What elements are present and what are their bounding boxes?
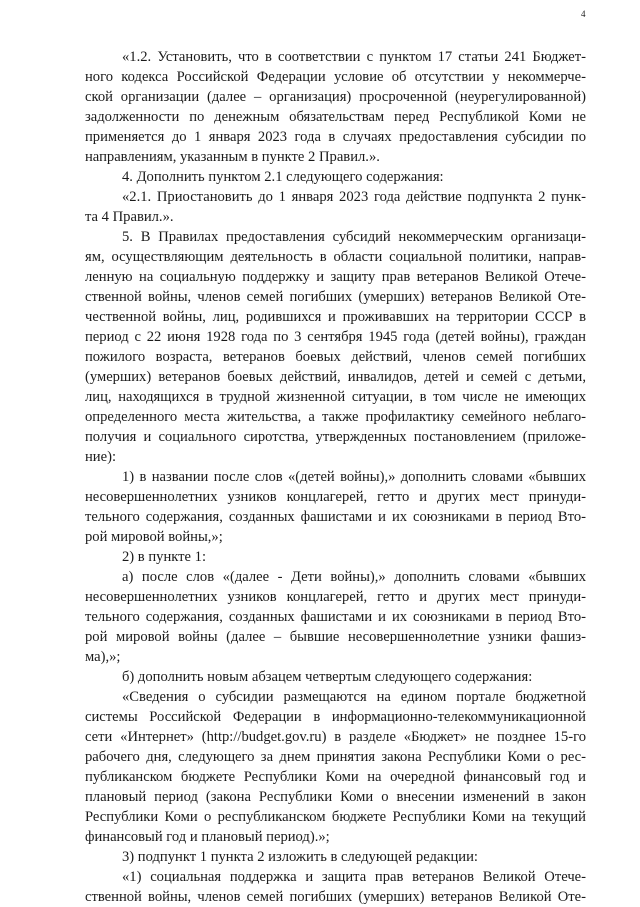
text-line: финансовый год и плановый период).»; — [85, 829, 330, 845]
text-line: 1) в названии после слов «(детей войны),» дополнить словами «бывших — [122, 469, 586, 485]
text-line: 4. Дополнить пунктом 2.1 следующего содержания: — [122, 169, 444, 185]
text-line: несовершеннолетних узников концлагерей, гетто и других мест принуди- — [85, 489, 586, 505]
text-line: несовершеннолетних узников концлагерей, гетто и других мест принуди- — [85, 589, 586, 605]
text-line: рабочего дня, следующего за днем принятия закона Республики Коми о рес- — [85, 749, 586, 765]
text-line: применяется до 1 января 2023 года в случаях предоставления субсидии по — [85, 129, 586, 145]
text-line: ние): — [85, 449, 117, 465]
text-line: плановый период (закона Республики Коми о внесении изменений в закон — [85, 789, 586, 805]
text-line: ленную на социальную поддержку и защиту прав ветеранов Великой Отече- — [85, 269, 586, 285]
text-line: получия и социального сиротства, утвержденных постановлением (приложе- — [85, 429, 586, 445]
text-line: чественной войны, лиц, родившихся и проживавших на территории СССР в — [85, 309, 586, 325]
text-line: «2.1. Приостановить до 1 января 2023 года действие подпункта 2 пунк- — [122, 189, 586, 205]
text-line: тельного содержания, созданных фашистами и их союзниками в период Вто- — [85, 609, 586, 625]
page-number: 4 — [581, 9, 586, 19]
text-line: тельного содержания, созданных фашистами и их союзниками в период Вто- — [85, 509, 586, 525]
text-line: 2) в пункте 1: — [122, 549, 207, 565]
text-line: сети «Интернет» (http://budget.gov.ru) в разделе «Бюджет» не позднее 15-го — [85, 729, 586, 745]
text-line: рой мировой войны (далее – бывшие несовершеннолетние узники фашиз- — [85, 629, 586, 645]
text-line: та 4 Правил.». — [85, 209, 174, 225]
text-line: ственной войны, членов семей погибших (умерших) ветеранов Великой Оте- — [85, 889, 586, 905]
text-line: «1) социальная поддержка и защита прав ветеранов Великой Отече- — [122, 869, 586, 885]
text-line: ственной войны, членов семей погибших (умерших) ветеранов Великой Оте- — [85, 289, 586, 305]
text-line: рой мировой войны,»; — [85, 529, 223, 545]
text-line: системы Российской Федерации в информационно-телекоммуникационной — [85, 709, 586, 725]
text-line: а) после слов «(далее - Дети войны),» дополнить словами «бывших — [122, 569, 586, 585]
text-line: «Сведения о субсидии размещаются на едином портале бюджетной — [122, 689, 586, 705]
text-line: 3) подпункт 1 пункта 2 изложить в следующей редакции: — [122, 849, 478, 865]
text-line: 5. В Правилах предоставления субсидий некоммерческим организаци- — [122, 229, 586, 245]
text-line: ской организации (далее – организация) просроченной (неурегулированной) — [85, 89, 586, 105]
text-line: ного кодекса Российской Федерации условие об отсутствии у некоммерче- — [85, 69, 586, 85]
text-line: пожилого возраста, ветеранов боевых действий, членов семей погибших — [85, 349, 586, 365]
text-line: публиканском бюджете Республики Коми на очередной финансовый год и — [85, 769, 586, 785]
text-line: период с 22 июня 1928 года по 3 сентября 1945 года (детей войны), граждан — [85, 329, 586, 345]
text-line: Республики Коми о республиканском бюджете Республики Коми на текущий — [85, 809, 586, 825]
text-line: направлениям, указанным в пункте 2 Правил.». — [85, 149, 380, 165]
text-line: лиц, находящихся в трудной жизненной ситуации, в том числе не имеющих — [85, 389, 586, 405]
text-line: (умерших) ветеранов боевых действий, инвалидов, детей и семей с детьми, — [85, 369, 586, 385]
text-line: ма),»; — [85, 649, 121, 665]
text-line: б) дополнить новым абзацем четвертым следующего содержания: — [122, 669, 533, 685]
text-line: ям, осуществляющим деятельность в области социальной политики, направ- — [85, 249, 586, 265]
text-line: «1.2. Установить, что в соответствии с пунктом 17 статьи 241 Бюджет- — [122, 49, 586, 65]
text-line: задолженности по денежным обязательствам перед Республикой Коми не — [85, 109, 586, 125]
text-line: определенного места жительства, а также профилактику семейного неблаго- — [85, 409, 586, 425]
